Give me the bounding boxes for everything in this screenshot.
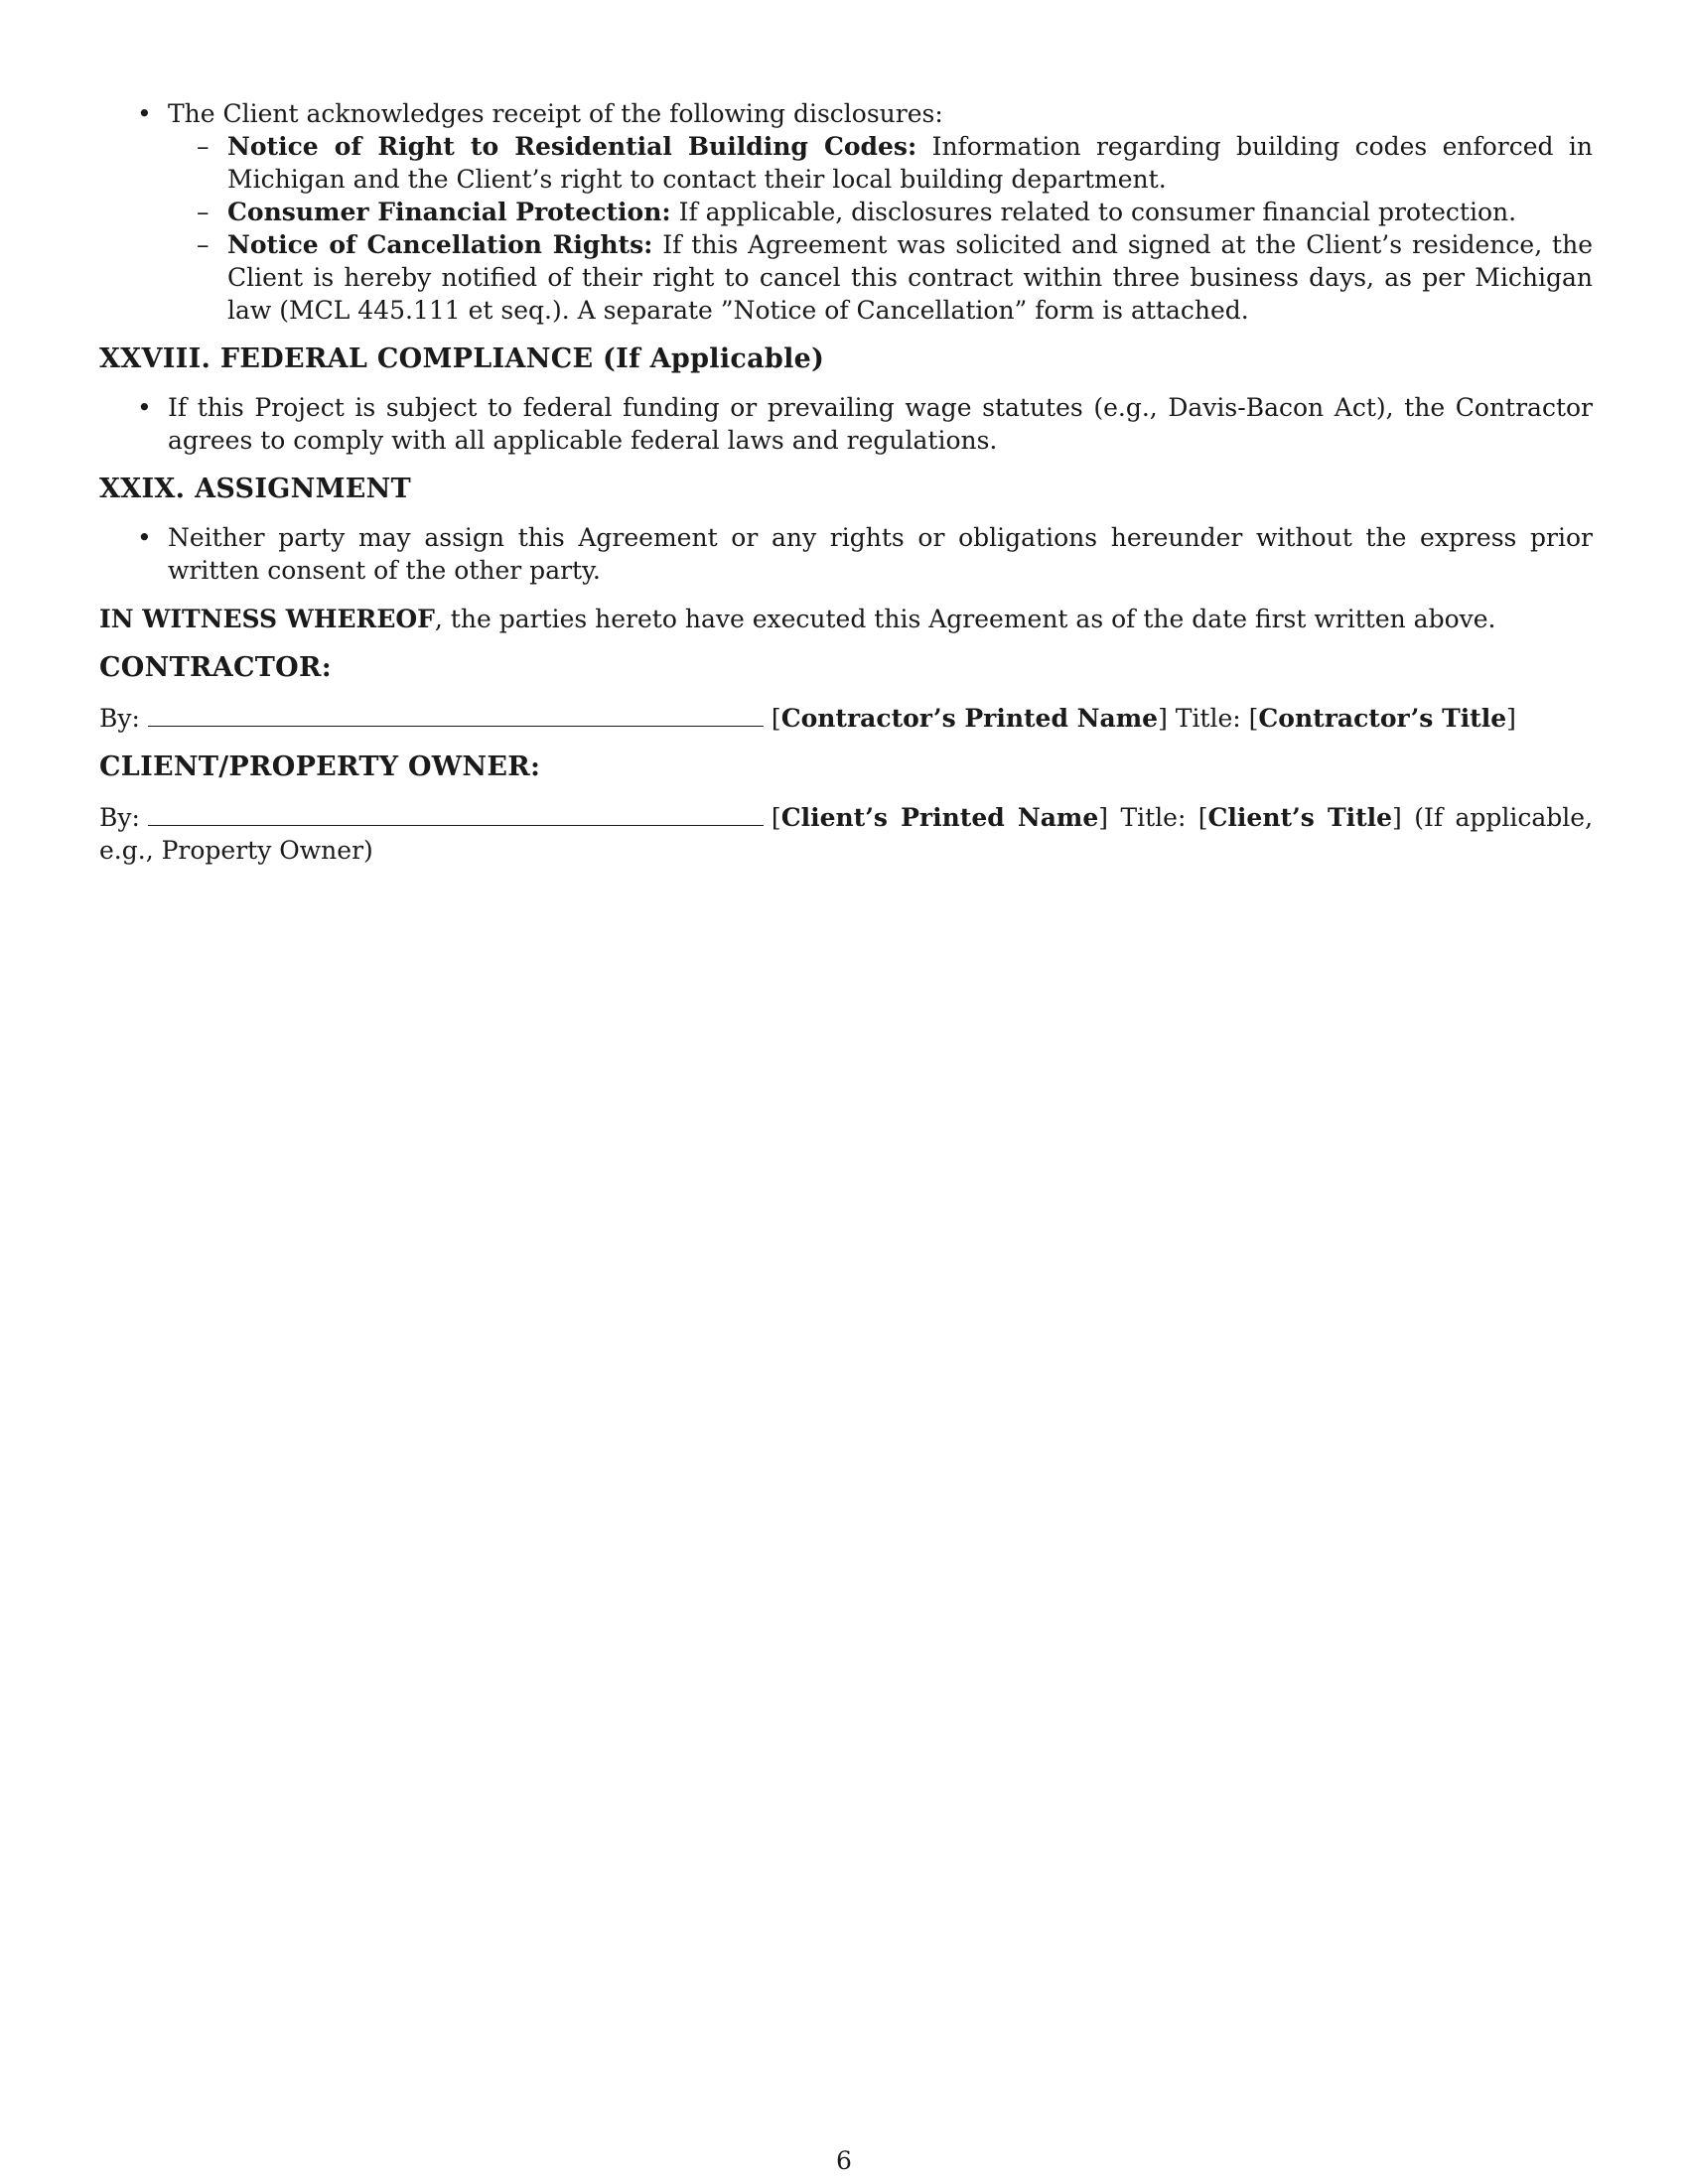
disclosure-text: Information regarding building codes enforced in Michigan and the Client’s right to contact their local building department. — [227, 132, 1593, 194]
client-by-label: By: — [99, 803, 140, 832]
list-item — [168, 196, 1593, 228]
list-item — [99, 521, 1593, 587]
assignment-text: Neither party may assign this Agreement or any rights or obligations hereunder without the express prior written consent of the other party. — [168, 523, 1593, 585]
bullet-icon: • — [137, 393, 152, 422]
client-printed-name: Client’s Printed Name — [780, 803, 1099, 832]
disclosure-title: Notice of Right to Residential Building Codes: — [227, 132, 917, 161]
dash-icon: – — [197, 132, 210, 161]
client-heading: CLIENT/PROPERTY OWNER: — [99, 751, 541, 782]
client-signature-line[interactable] — [148, 799, 764, 826]
client-signature-row: By: [Client’s Printed Name] Title: [Client’s Title] (If applicable, e.g., Property Owner) — [99, 799, 1593, 867]
disclosure-text: If applicable, disclosures related to consumer financial protection. — [678, 198, 1517, 226]
dash-icon: – — [197, 230, 210, 259]
client-title-label: Title: — [1120, 803, 1187, 832]
contractor-heading: CONTRACTOR: — [99, 652, 332, 683]
contractor-signature-line[interactable] — [148, 700, 764, 727]
list-item — [99, 97, 1593, 327]
disclosure-text: If this Agreement was solicited and signed at the Client’s residence, the Client is hereby notified of their right to cancel this contract within three business days, as per Michigan law (MCL 445.111 et seq.). A separate ”Notice of Cancellation” form is attached. — [227, 230, 1593, 325]
witness-lead: IN WITNESS WHEREOF — [99, 605, 435, 633]
dash-icon: – — [197, 198, 210, 226]
list-item — [99, 391, 1593, 457]
contractor-printed-name: Contractor’s Printed Name — [780, 704, 1159, 733]
disclosures-sublist — [168, 130, 1593, 327]
list-item — [168, 130, 1593, 196]
disclosures-intro: The Client acknowledges receipt of the following disclosures: — [168, 99, 943, 128]
section-heading-assignment: XXIX. ASSIGNMENT — [99, 474, 412, 504]
contractor-by-label: By: — [99, 704, 140, 733]
contractor-title-label: Title: — [1175, 704, 1241, 733]
bullet-icon: • — [137, 523, 152, 552]
bullet-icon: • — [137, 99, 152, 128]
witness-clause — [99, 603, 1593, 635]
page-number: 6 — [836, 2146, 852, 2175]
federal-compliance-list — [99, 391, 1593, 457]
witness-text: , the parties hereto have executed this Agreement as of the date first written above. — [434, 605, 1496, 633]
disclosure-title: Consumer Financial Protection: — [227, 198, 671, 226]
assignment-list — [99, 521, 1593, 587]
disclosure-title: Notice of Cancellation Rights: — [227, 230, 653, 259]
contractor-title-value: Contractor’s Title — [1258, 704, 1507, 733]
client-title-value: Client’s Title — [1207, 803, 1393, 832]
contractor-signature-row: By: [Contractor’s Printed Name] Title: [Contractor’s Title] — [99, 700, 1593, 735]
list-item — [168, 228, 1593, 327]
federal-compliance-text: If this Project is subject to federal funding or prevailing wage statutes (e.g., Davis-Bacon Act), the Contractor agrees to comply with all applicable federal laws and regulations. — [168, 393, 1593, 455]
document-page — [99, 97, 1593, 867]
section-heading-federal-compliance: XXVIII. FEDERAL COMPLIANCE (If Applicable) — [99, 343, 825, 374]
disclosures-list — [99, 97, 1593, 327]
client-note: (If applicable, e.g., Property Owner) — [99, 803, 1594, 865]
